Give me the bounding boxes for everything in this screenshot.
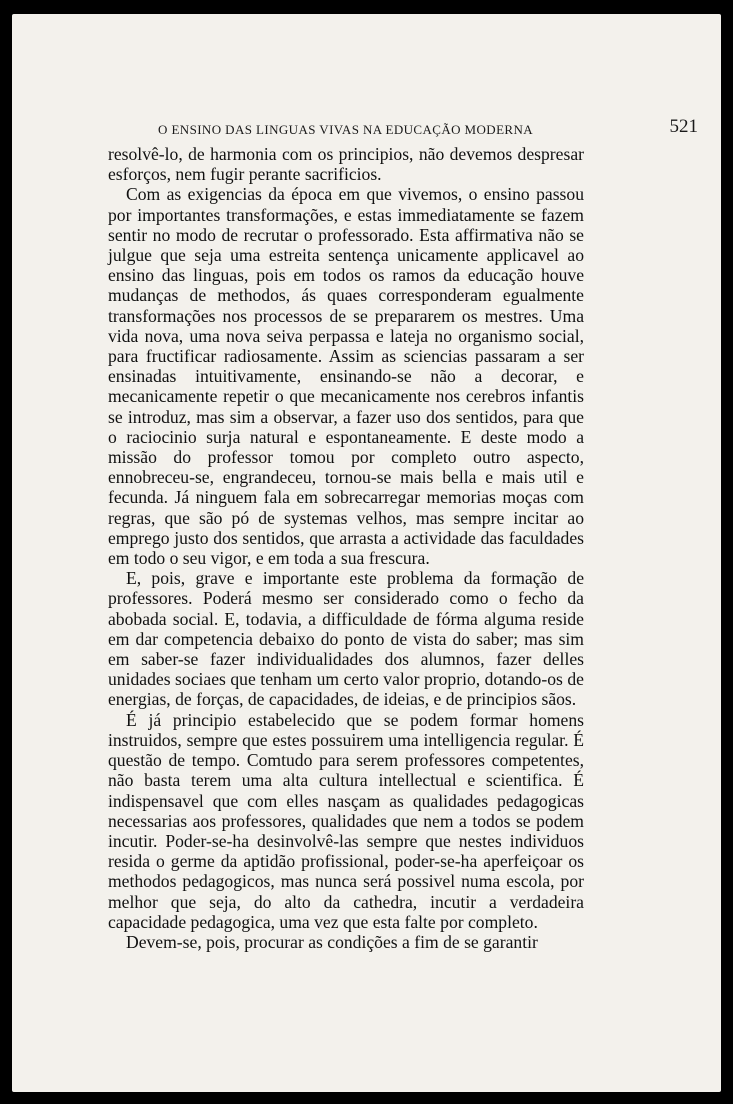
paragraph: É já principio estabelecido que se podem formar homens instruidos, sempre que estes possuirem uma intelligencia regular. É questão de tempo. Comtudo para serem professores competentes, não basta terem uma alta cultura intellectual e scientifica. É indispensavel que com elles nasçam as qualidades pedagogicas necessarias aos professores, qualidades que nem a todos se podem incutir. Poder-se-ha desinvolvê-las sempre que nestes individuos resida o germe da aptidão profissional, poder-se-ha aperfeiçoar os methodos pedagogicos, mas nunca será possivel numa escola, por melhor que seja, do alto da cathedra, incutir a verdadeira capacidade pedagogica, uma vez que esta falte por completo. [108, 709, 584, 932]
body-text [108, 144, 584, 952]
paragraph: E, pois, grave e importante este problema da formação de professores. Poderá mesmo ser considerado como o fecho da abobada social. E, todavia, a difficuldade de fórma alguma reside em dar competencia debaixo do ponto de vista do saber; mas sim em saber-se fazer individualidades dos alumnos, fazer delles unidades sociaes que tenham um certo valor proprio, dotando-os de energias, de forças, de capacidades, de ideias, e de principios sãos. [108, 568, 584, 710]
page-number: 521 [669, 116, 698, 137]
paragraph: Devem-se, pois, procurar as condições a fim de se garantir [126, 931, 538, 952]
running-title: O ENSINO DAS LINGUAS VIVAS NA EDUCAÇÃO MODERNA [158, 122, 534, 137]
paragraph-continuation: resolvê-lo, de harmonia com os principios, não devemos despresar esforços, nem fugir perante sacrificios. [108, 144, 584, 185]
paragraph: Com as exigencias da época em que vivemos, o ensino passou por importantes transformações, e estas immediatamente se fazem sentir no modo de recrutar o professorado. Esta affirmativa não se julgue que seja uma estreita sentença unicamente applicavel ao ensino das linguas, pois em todos os ramos da educação houve mudanças de methodos, ás quaes corresponderam egualmente transformações nos processos de se prepararem os mestres. Uma vida nova, uma nova seiva perpassa e lateja no organismo social, para fructificar radiosamente. Assim as sciencias passaram a ser ensinadas intuitivamente, ensinando-se não a decorar, e mecanicamente repetir o que mecanicamente nos cerebros infantis se introduz, mas sim a observar, a fazer uso dos sentidos, para que o raciocinio surja natural e espontaneamente. E deste modo a missão do professor tomou por completo outro aspecto, ennobreceu-se, engrandeceu, tornou-se mais bella e mais util e fecunda. Já ninguem fala em sobrecarregar memorias moças com regras, que são pó de systemas velhos, mas sempre incitar ao emprego justo dos sentidos, que arrasta a actividade das faculdades em todo o seu vigor, e em toda a sua frescura. [108, 184, 584, 569]
page-header [110, 116, 708, 140]
